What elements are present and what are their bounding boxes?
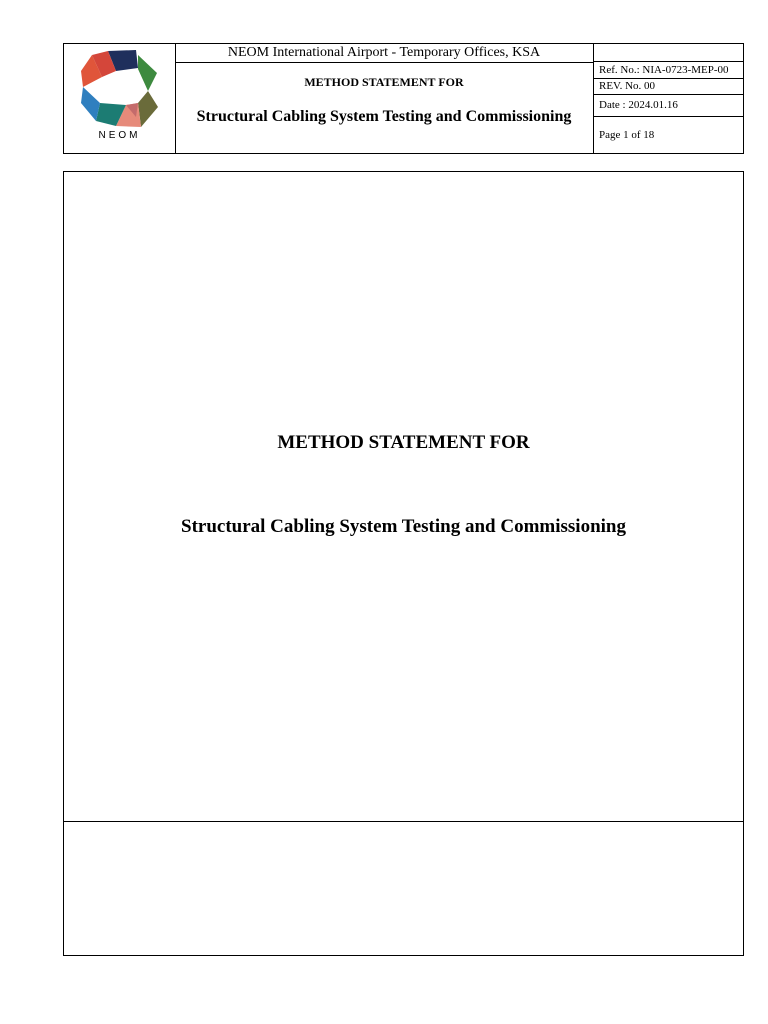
header-document-title: Structural Cabling System Testing and Commissioning — [196, 108, 572, 125]
info-blank-row — [594, 44, 744, 62]
header-method-statement: METHOD STATEMENT FOR — [304, 75, 464, 89]
project-name: NEOM International Airport - Temporary Offices, KSA — [175, 44, 593, 63]
header-title-cell — [175, 44, 593, 153]
document-date: Date : 2024.01.16 — [594, 95, 744, 117]
cover-body — [63, 171, 744, 956]
logo-cell — [64, 44, 176, 153]
document-header — [63, 43, 744, 154]
cover-method-statement: METHOD STATEMENT FOR — [277, 432, 530, 453]
revision-number: REV. No. 00 — [594, 79, 744, 95]
cover-document-title: Structural Cabling System Testing and Commissioning — [181, 516, 626, 537]
neom-logo-icon — [78, 47, 160, 129]
page-number: Page 1 of 18 — [599, 129, 655, 141]
reference-number: Ref. No.: NIA-0723-MEP-00 — [594, 62, 744, 79]
document-info-cell — [593, 44, 744, 153]
logo-wordmark: NEOM — [98, 130, 141, 141]
footer-divider — [64, 821, 743, 822]
